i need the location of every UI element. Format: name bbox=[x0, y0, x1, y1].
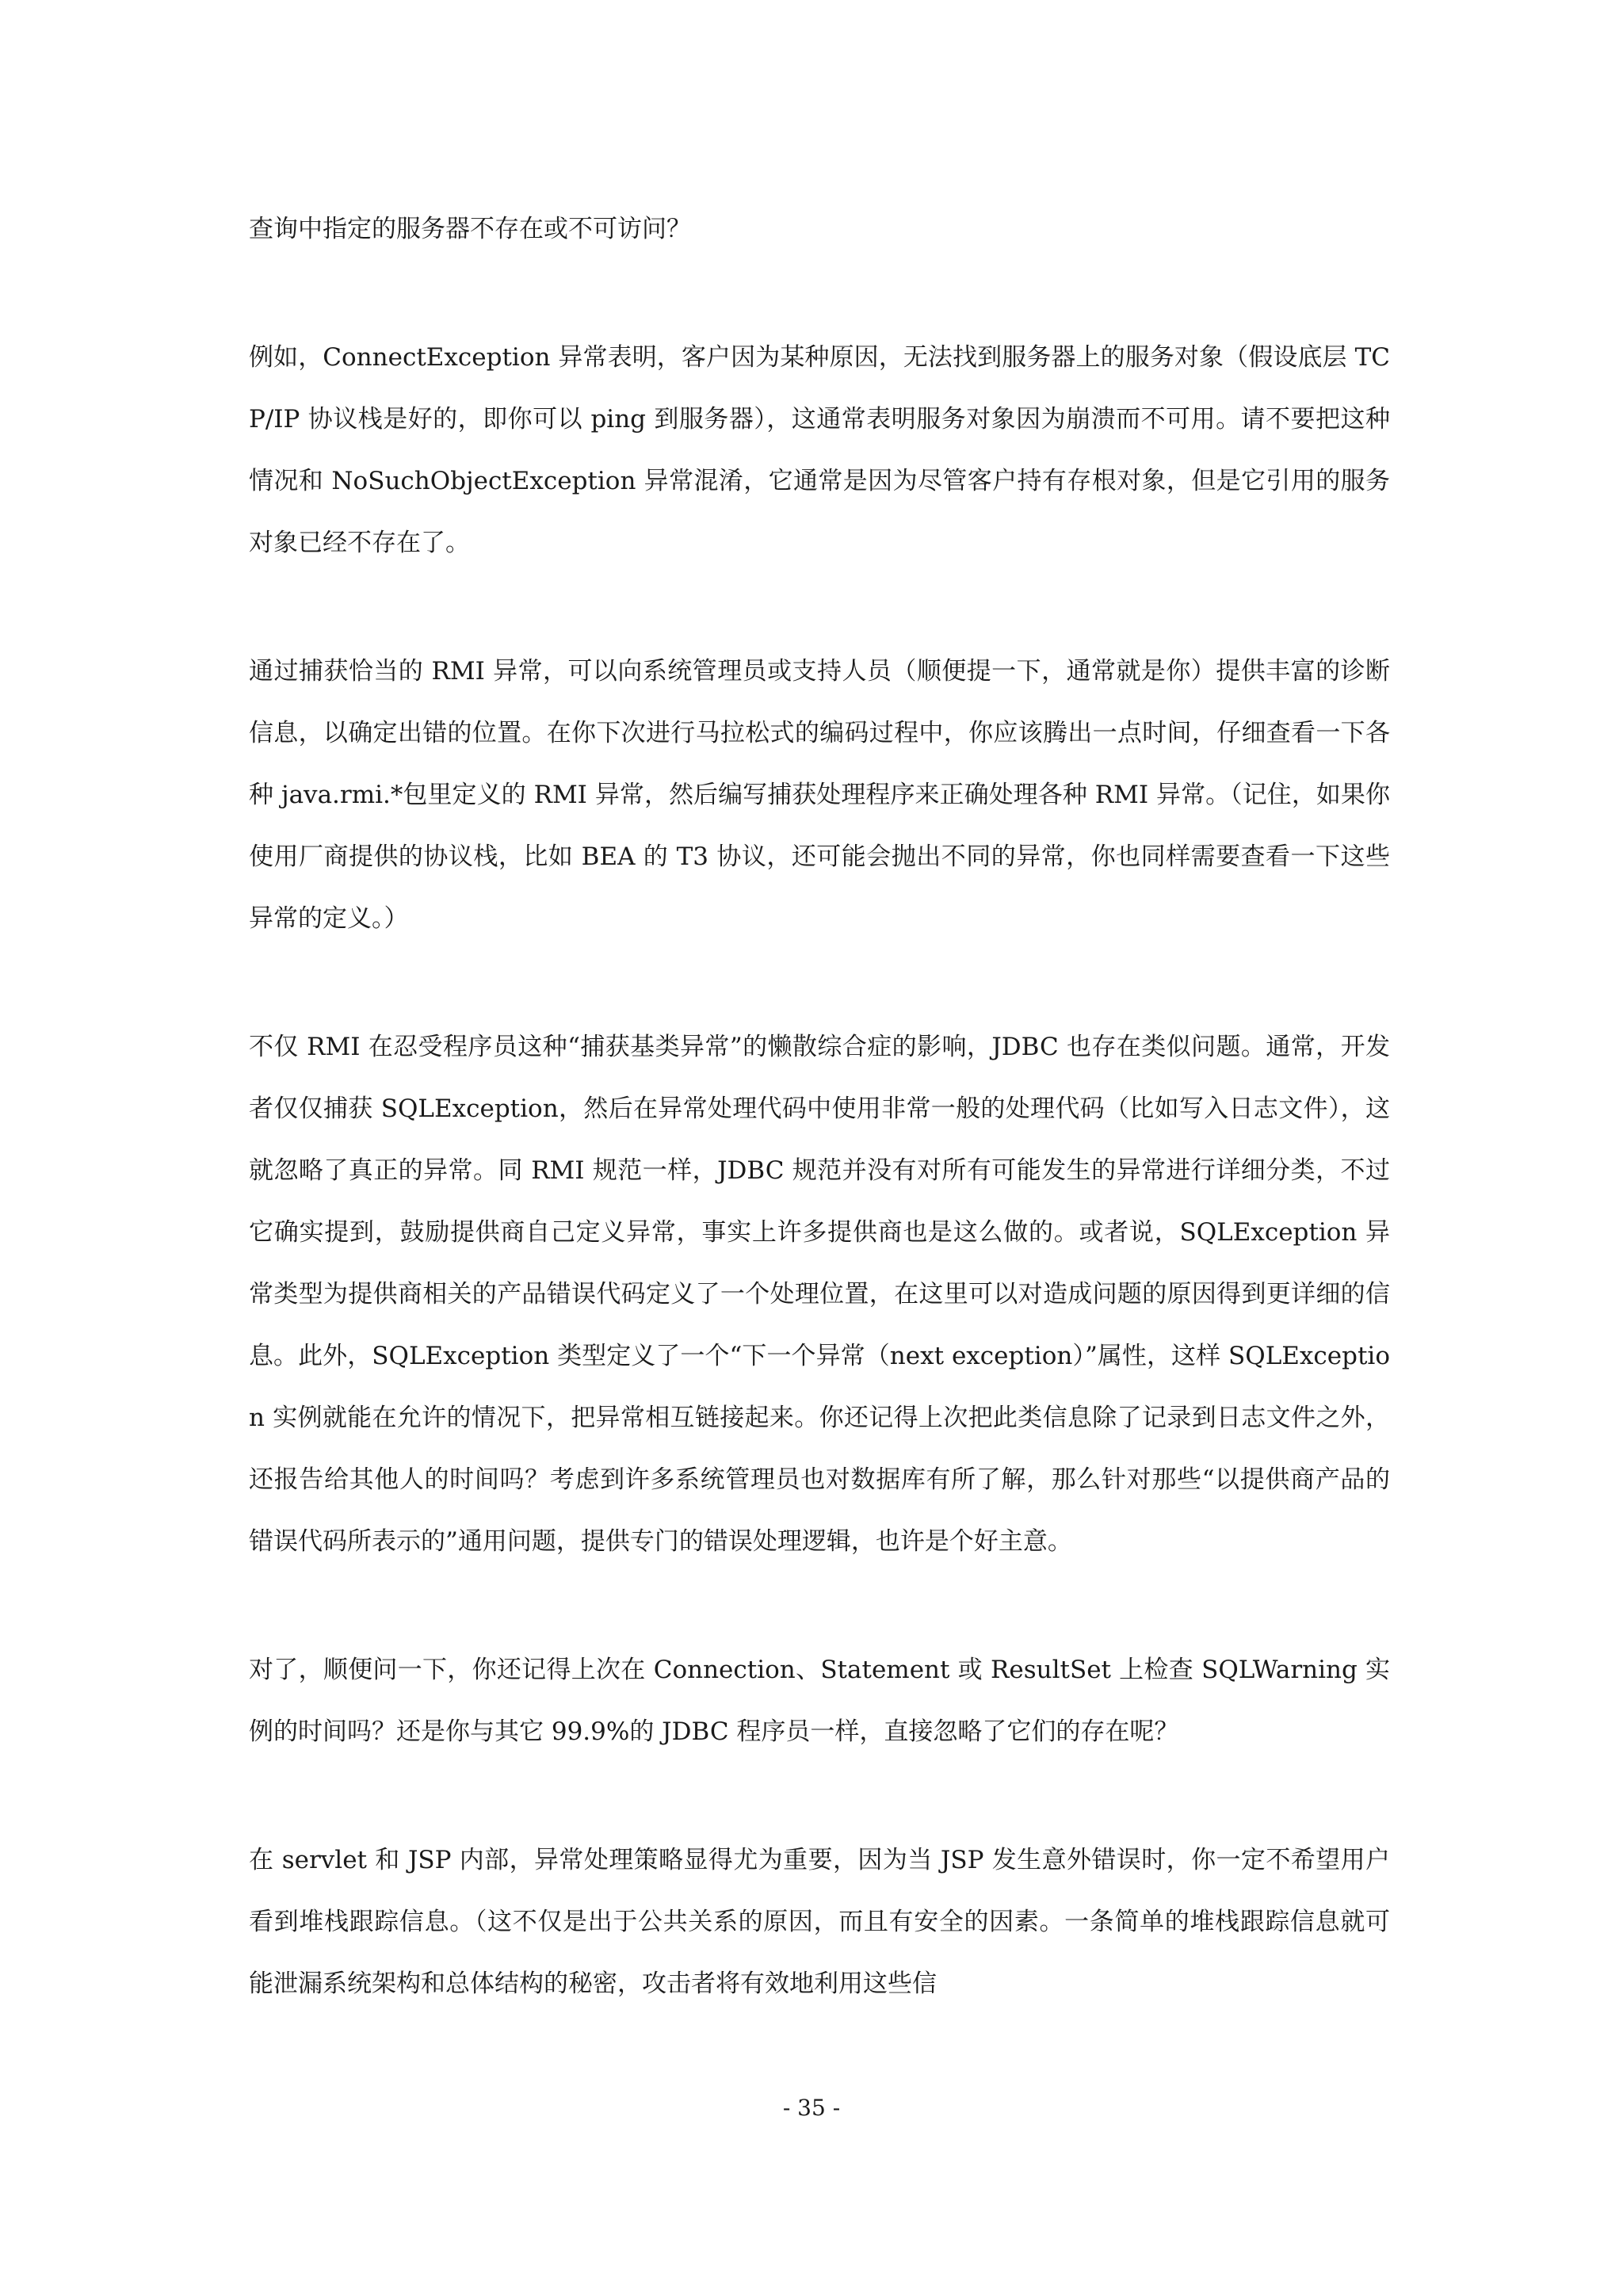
paragraph-sqlwarning: 对了，顺便问一下，你还记得上次在 Connection、Statement 或 ResultSet 上检查 SQLWarning 实例的时间吗？还是你与其它 99.9%的 JDBC 程序员一样，直接忽略了它们的存在呢？ bbox=[249, 1656, 1390, 1746]
body-text bbox=[249, 198, 1390, 2081]
paragraph-connect-exception: 例如，ConnectException 异常表明，客户因为某种原因，无法找到服务器上的服务对象（假设底层 TCP/IP 协议栈是好的，即你可以 ping 到服务器），这通常表明服务对象因为崩溃而不可用。请不要把这种情况和 NoSuchObjectException 异常混淆，它通常是因为尽管客户持有存根对象，但是它引用的服务对象已经不存在了。 bbox=[249, 343, 1390, 557]
page-number: - 35 - bbox=[782, 2095, 841, 2121]
paragraph-servlet-jsp: 在 servlet 和 JSP 内部，异常处理策略显得尤为重要，因为当 JSP 发生意外错误时，你一定不希望用户看到堆栈跟踪信息。（这不仅是出于公共关系的原因，而且有安全的因素。一条简单的堆栈跟踪信息就可能泄漏系统架构和总体结构的秘密，攻击者将有效地利用这些信 bbox=[249, 1846, 1390, 1998]
paragraph-jdbc-sqlexception: 不仅 RMI 在忍受程序员这种“捕获基类异常”的懒散综合症的影响，JDBC 也存在类似问题。通常，开发者仅仅捕获 SQLException，然后在异常处理代码中使用非常一般的处理代码（比如写入日志文件），这就忽略了真正的异常。同 RMI 规范一样，JDBC 规范并没有对所有可能发生的异常进行详细分类，不过它确实提到，鼓励提供商自己定义异常，事实上许多提供商也是这么做的。或者说，SQLException 异常类型为提供商相关的产品错误代码定义了一个处理位置，在这里可以对造成问题的原因得到更详细的信息。此外，SQLException 类型定义了一个“下一个异常（next exception）”属性，这样 SQLException 实例就能在允许的情况下，把异常相互链接起来。你还记得上次把此类信息除了记录到日志文件之外，还报告给其他人的时间吗？考虑到许多系统管理员也对数据库有所了解，那么针对那些“以提供商产品的错误代码所表示的”通用问题，提供专门的错误处理逻辑，也许是个好主意。 bbox=[249, 1033, 1390, 1556]
paragraph-rmi-exceptions: 通过捕获恰当的 RMI 异常，可以向系统管理员或支持人员（顺便提一下，通常就是你）提供丰富的诊断信息，以确定出错的位置。在你下次进行马拉松式的编码过程中，你应该腾出一点时间，仔细查看一下各种 java.rmi.*包里定义的 RMI 异常，然后编写捕获处理程序来正确处理各种 RMI 异常。（记住，如果你使用厂商提供的协议栈，比如 BEA 的 T3 协议，还可能会抛出不同的异常，你也同样需要查看一下这些异常的定义。） bbox=[249, 657, 1390, 933]
paragraph-server-query: 查询中指定的服务器不存在或不可访问？ bbox=[249, 215, 691, 243]
